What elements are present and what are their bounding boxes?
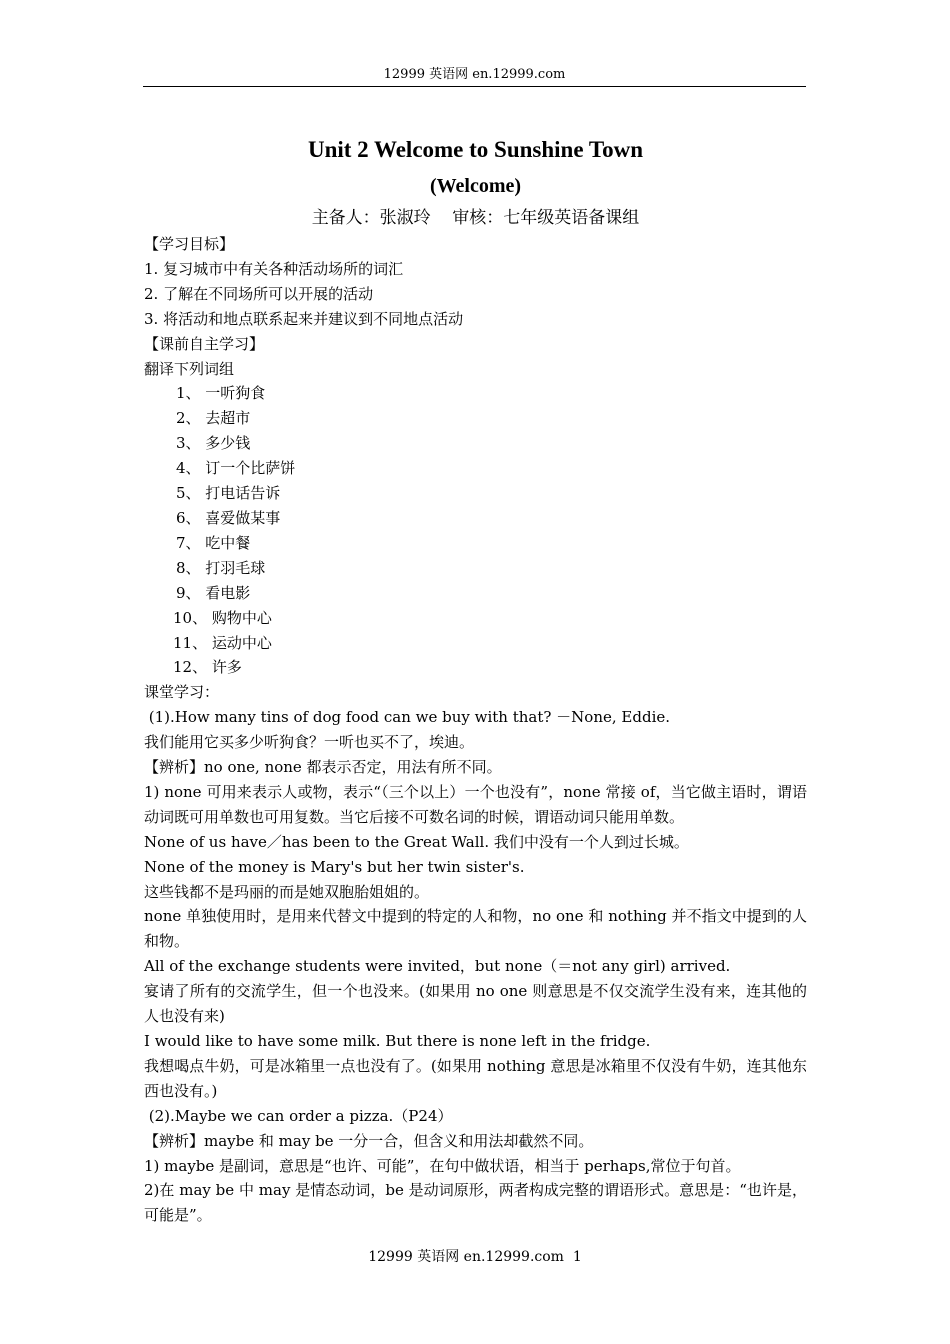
phrase-item: 6、 喜爱做某事 — [176, 508, 281, 527]
analysis-heading: 【辨析】no one, none 都表示否定，用法有所不同。 — [144, 758, 502, 777]
phrase-item: 10、 购物中心 — [173, 608, 272, 627]
example-sentence: I would like to have some milk. But there is none left in the fridge. — [144, 1032, 651, 1050]
phrase-item: 9、 看电影 — [176, 583, 251, 602]
phrase-item: 1、 一听狗食 — [176, 384, 266, 403]
example-sentence: None of the money is Mary's but her twin sister's. — [144, 857, 525, 876]
example-sentence: (2).Maybe we can order a pizza.（P24） — [144, 1106, 453, 1125]
phrase-item: 3、 多少钱 — [176, 434, 251, 453]
phrase-item: 4、 订一个比萨饼 — [176, 459, 296, 478]
translation-line: 宴请了所有的交流学生，但一个也没来。(如果用 no one 则意思是不仅交流学生没有来，连其他的人也没有来) — [144, 982, 807, 1026]
phrase-item: 8、 打羽毛球 — [176, 558, 266, 577]
objective-item: 3. 将活动和地点联系起来并建议到不同地点活动 — [144, 309, 464, 328]
objective-item: 1. 复习城市中有关各种活动场所的词汇 — [144, 259, 404, 278]
phrase-item: 11、 运动中心 — [173, 633, 272, 652]
phrase-item: 7、 吃中餐 — [176, 533, 251, 552]
document-body — [144, 134, 807, 1228]
analysis-heading: 【辨析】maybe 和 may be 一分一合，但含义和用法却截然不同。 — [144, 1131, 594, 1150]
translation-line: 我们能用它买多少听狗食？一听也买不了，埃迪。 — [144, 733, 475, 752]
objective-item: 2. 了解在不同场所可以开展的活动 — [144, 284, 374, 303]
page-header: 12999 英语网 en.12999.com — [143, 66, 806, 87]
page-footer: 12999 英语网 en.12999.com 1 — [368, 1249, 582, 1265]
example-sentence: (1).How many tins of dog food can we buy with that? －None, Eddie. — [144, 708, 671, 727]
translation-line: 我想喝点牛奶，可是冰箱里一点也没有了。(如果用 nothing 意思是冰箱里不仅没有牛奶，连其他东西也没有。) — [144, 1056, 807, 1100]
objectives-heading: 【学习目标】 — [144, 235, 235, 253]
document-subtitle: (Welcome) — [429, 175, 522, 197]
preview-heading: 【课前自主学习】 — [144, 334, 265, 353]
classroom-heading: 课堂学习： — [144, 683, 220, 702]
explanation-paragraph: 1) none 可用来表示人或物，表示“（三个以上）一个也没有”，none 常接 of，当它做主语时，谓语动词既可用单数也可用复数。当它后接不可数名词的时候，谓语动词只能用单数。 — [144, 782, 807, 826]
translation-line: 这些钱都不是玛丽的而是她双胞胎姐姐的。 — [144, 882, 430, 901]
phrase-item: 2、 去超市 — [176, 409, 251, 428]
preview-instruction: 翻译下列词组 — [144, 359, 235, 378]
phrase-item: 5、 打电话告诉 — [176, 484, 281, 503]
document-title: Unit 2 Welcome to Sunshine Town — [307, 137, 644, 162]
phrase-item: 12、 许多 — [173, 658, 242, 677]
example-sentence: All of the exchange students were invited，but none（＝not any girl) arrived. — [144, 957, 731, 976]
explanation-paragraph: none 单独使用时，是用来代替文中提到的特定的人和物，no one 和 nothing 并不指文中提到的人和物。 — [144, 907, 807, 951]
example-sentence: None of us have／has been to the Great Wall. 我们中没有一个人到过长城。 — [144, 832, 689, 851]
document-byline: 主备人：张淑玲 审核：七年级英语备课组 — [311, 208, 640, 228]
explanation-paragraph: 1) maybe 是副词，意思是“也许、可能”，在句中做状语，相当于 perhaps,常位于句首。 — [144, 1156, 741, 1175]
explanation-paragraph: 2)在 may be 中 may 是情态动词，be 是动词原形，两者构成完整的谓语形式。意思是：“也许是，可能是”。 — [144, 1181, 807, 1225]
